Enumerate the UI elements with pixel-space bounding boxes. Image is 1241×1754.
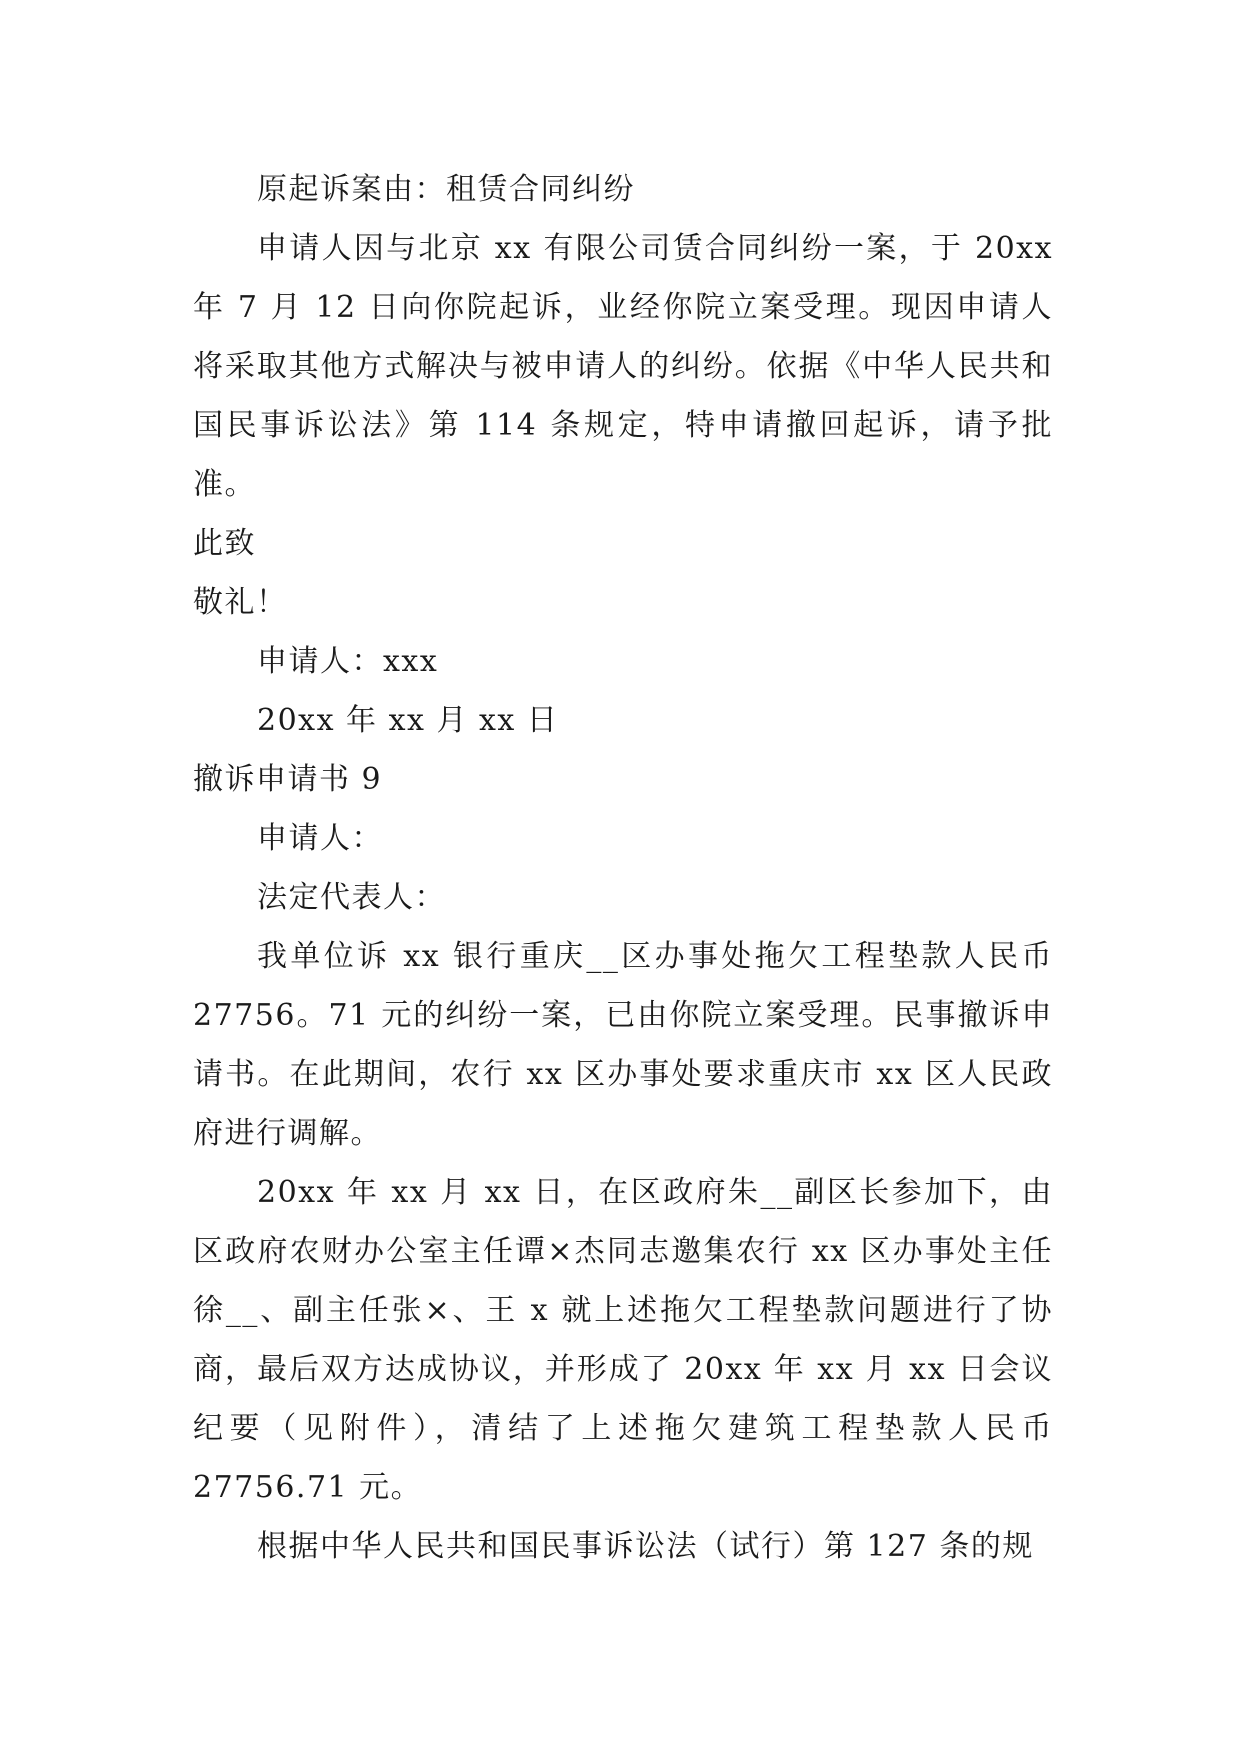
document-page bbox=[193, 160, 1053, 1576]
dispute-description-paragraph: 我单位诉 xx 银行重庆__区办事处拖欠工程垫款人民币 27756。71 元的纠纷一案，已由你院立案受理。民事撤诉申请书。在此期间，农行 xx 区办事处要求重庆市 xx 区人民政府进行调解。 bbox=[193, 939, 1053, 1151]
signature-date: 20xx 年 xx 月 xx 日 bbox=[257, 703, 559, 738]
case-cause-line: 原起诉案由：租赁合同纠纷 bbox=[257, 172, 635, 207]
applicant-signature: 申请人：xxx bbox=[257, 644, 439, 679]
withdrawal-request-paragraph: 申请人因与北京 xx 有限公司赁合同纠纷一案，于 20xx 年 7 月 12 日向你院起诉，业经你院立案受理。现因申请人将采取其他方式解决与被申请人的纠纷。依据《中华人民共和国民事诉讼法》第 114 条规定，特申请撤回起诉，请予批准。 bbox=[193, 231, 1053, 502]
regards-line: 敬礼！ bbox=[193, 585, 288, 620]
salutation-line: 此致 bbox=[193, 526, 256, 561]
legal-basis-paragraph: 根据中华人民共和国民事诉讼法（试行）第 127 条的规 bbox=[257, 1529, 1034, 1564]
mediation-paragraph: 20xx 年 xx 月 xx 日，在区政府朱__副区长参加下，由区政府农财办公室主任谭×杰同志邀集农行 xx 区办事处主任徐__、副主任张×、王 x 就上述拖欠工程垫款问题进行了协商，最后双方达成协议，并形成了 20xx 年 xx 月 xx 日会议纪要（见附件），清结了上述拖欠建筑工程垫款人民币 27756.71 元。 bbox=[193, 1175, 1053, 1505]
section-title: 撤诉申请书 9 bbox=[193, 762, 383, 797]
applicant-field-label: 申请人： bbox=[257, 821, 383, 856]
legal-representative-label: 法定代表人： bbox=[257, 880, 446, 915]
